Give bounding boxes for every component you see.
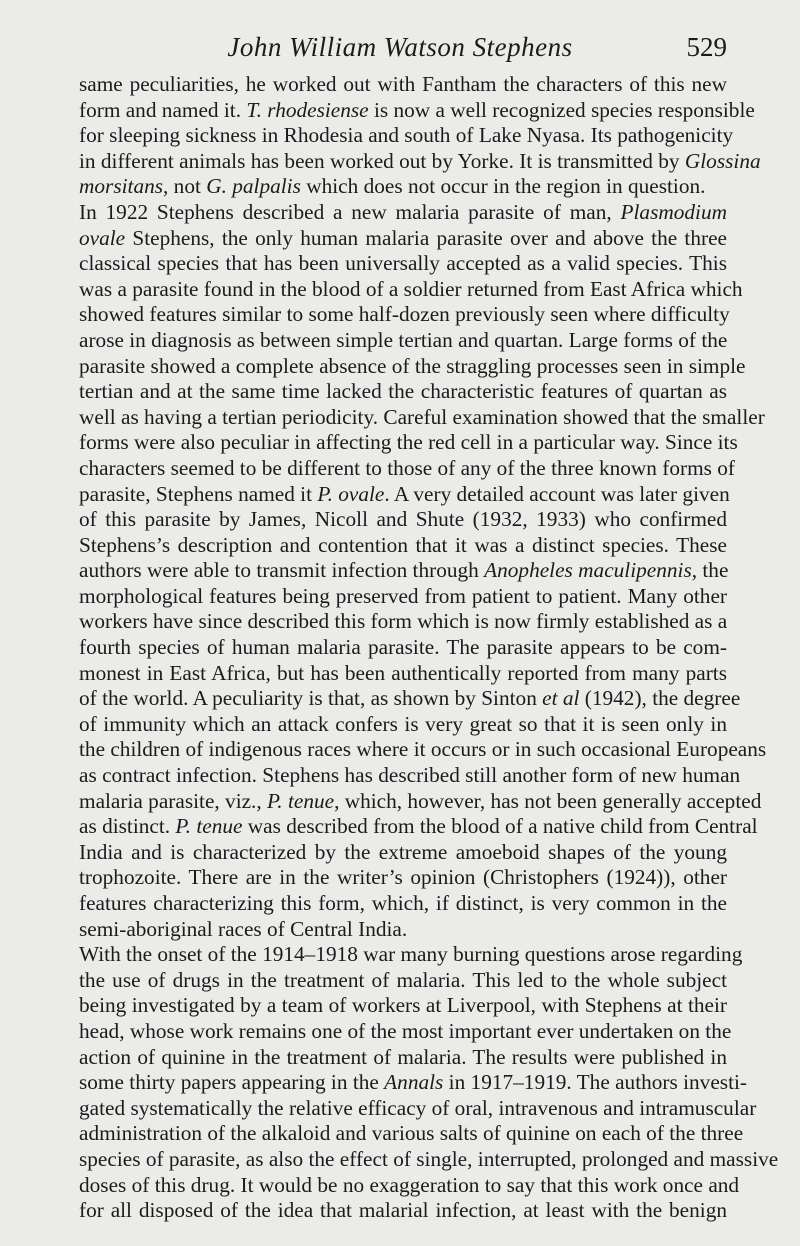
text-line <box>79 993 727 1019</box>
text-line <box>79 1146 779 1173</box>
text-segment: arose in diagnosis as between simple tertian and quartan. Large forms of the <box>79 327 728 352</box>
italic-text: P. ovale <box>317 481 385 506</box>
page-header <box>0 30 800 70</box>
italic-text: P. tenue <box>175 814 243 839</box>
text-segment: for sleeping sickness in Rhodesia and south of Lake Nyasa. Its pathogenicity <box>79 123 734 148</box>
text-line <box>79 328 727 354</box>
text-line <box>79 507 727 533</box>
text-segment: species of parasite, as also the effect of single, interrupted, prolonged and massive <box>79 1146 779 1171</box>
text-line <box>79 737 767 763</box>
text-line <box>79 788 762 815</box>
text-segment: same peculiarities, he worked out with Fantham the characters of this new <box>79 72 727 96</box>
text-line <box>79 1045 727 1071</box>
text-segment: With the onset of the 1914–1918 war many burning questions arose regarding <box>79 942 743 967</box>
text-segment: as contract infection. Stephens has described still another form of new human <box>79 763 741 788</box>
text-segment: of immunity which an attack confers is very great so that it is seen only in <box>79 711 727 736</box>
italic-text: Glossina <box>684 148 761 173</box>
text-segment: form and named it. <box>79 97 247 122</box>
italic-text: G. palpalis <box>206 174 301 199</box>
text-line <box>79 917 727 943</box>
italic-text: morsitans <box>79 174 164 199</box>
text-line <box>79 891 727 917</box>
italic-text: P. tenue <box>267 788 335 813</box>
text-segment: showed features similar to some half-dozen previously seen where difficulty <box>79 302 730 327</box>
text-segment: gated systematically the relative efficacy of oral, intravenous and intramuscular <box>79 1095 757 1120</box>
text-segment: in 1917–1919. The authors investi- <box>443 1070 747 1095</box>
text-segment: of this parasite by James, Nicoll and Shute (1932, 1933) who confirmed <box>79 507 727 532</box>
italic-text: Annals <box>384 1070 444 1095</box>
text-line <box>79 353 746 380</box>
text-line <box>79 609 727 635</box>
text-segment: , which, however, has not been generally accepted <box>334 788 762 813</box>
text-line <box>79 302 730 328</box>
text-line <box>79 1172 740 1199</box>
text-segment: morphological features being preserved from patient to patient. Many other <box>79 583 727 608</box>
body-text <box>79 72 779 1224</box>
text-segment: as distinct. <box>79 814 176 839</box>
text-line <box>79 865 727 891</box>
text-line <box>79 200 727 226</box>
text-segment: doses of this drug. It would be no exaggeration to say that this work once and <box>79 1172 740 1197</box>
text-line <box>79 276 743 303</box>
text-segment: was a parasite found in the blood of a soldier returned from East Africa which <box>79 276 743 301</box>
text-line <box>79 379 727 405</box>
text-line <box>79 430 738 456</box>
text-line <box>79 1121 744 1147</box>
text-segment: trophozoite. There are in the writer’s opinion (Christophers (1924)), other <box>79 865 727 890</box>
text-segment: which does not occur in the region in question. <box>300 174 706 199</box>
text-segment: (1942), the degree <box>579 686 741 711</box>
text-segment: , the <box>691 558 729 583</box>
text-segment: of the world. A peculiarity is that, as shown by Sinton <box>79 686 543 711</box>
text-segment: well as having a tertian periodicity. Careful examination showed that the smaller <box>79 404 765 429</box>
text-segment: some thirty papers appearing in the <box>79 1070 385 1095</box>
text-line <box>79 148 761 175</box>
text-segment: Stephens’s description and contention that it was a distinct species. These <box>79 532 727 557</box>
text-segment: authors were able to transmit infection through <box>79 558 485 583</box>
text-line <box>79 1070 747 1096</box>
text-segment: In 1922 Stephens described a new malaria parasite of man, <box>79 199 621 224</box>
text-segment: monest in East Africa, but has been authentically reported from many parts <box>79 660 727 685</box>
text-segment: semi-aboriginal races of Central India. <box>79 916 408 941</box>
text-segment: was described from the blood of a native child from Central <box>242 814 758 839</box>
text-segment: parasite showed a complete absence of the straggling processes seen in simple <box>79 353 746 378</box>
text-segment: , not <box>163 174 207 199</box>
text-line <box>79 123 734 149</box>
text-segment: features characterizing this form, which, if distinct, is very common in the <box>79 891 727 915</box>
text-segment: head, whose work remains one of the most important ever undertaken on the <box>79 1018 732 1043</box>
text-segment: administration of the alkaloid and various salts of quinine on each of the three <box>79 1121 744 1146</box>
text-line <box>79 226 727 252</box>
text-line <box>79 1018 732 1045</box>
italic-text: Anopheles maculipennis <box>484 558 692 583</box>
text-line <box>79 97 755 124</box>
text-line <box>79 712 727 738</box>
text-line <box>79 72 727 98</box>
text-line <box>79 174 727 200</box>
text-segment: forms were also peculiar in affecting the red cell in a particular way. Since its <box>79 430 738 455</box>
text-line <box>79 533 727 559</box>
text-line <box>79 455 736 482</box>
text-segment: parasite, Stephens named it <box>79 481 318 506</box>
text-segment: action of quinine in the treatment of malaria. The results were published in <box>79 1044 727 1069</box>
italic-text: et al <box>542 686 580 711</box>
italic-text: Plasmodium <box>620 199 727 224</box>
text-line <box>79 251 727 277</box>
text-segment: India and is characterized by the extreme amoeboid shapes of the young <box>79 839 727 864</box>
text-line <box>79 968 727 994</box>
text-line <box>79 814 758 840</box>
text-segment: workers have since described this form which is now firmly established as a <box>79 609 728 634</box>
text-segment: . A very detailed account was later given <box>384 481 730 506</box>
text-line <box>79 686 741 712</box>
text-segment: characters seemed to be different to those of any of the three known forms of <box>79 455 736 480</box>
text-line <box>79 481 730 508</box>
page-number: 529 <box>686 32 727 62</box>
text-segment: being investigated by a team of workers at Liverpool, with Stephens at their <box>79 993 727 1018</box>
text-segment: malaria parasite, viz., <box>79 788 268 813</box>
italic-text: ovale <box>79 225 126 250</box>
text-segment: tertian and at the same time lacked the characteristic features of quartan as <box>79 379 727 404</box>
text-line <box>79 635 727 661</box>
text-line <box>79 404 765 431</box>
text-segment: Stephens, the only human malaria parasite over and above the three <box>125 225 727 250</box>
text-segment: for all disposed of the idea that malarial infection, at least with the benign <box>79 1198 727 1223</box>
text-line <box>79 1095 757 1122</box>
text-segment: in different animals has been worked out by Yorke. It is transmitted by <box>79 148 685 173</box>
text-line <box>79 840 727 866</box>
text-line <box>79 558 727 584</box>
running-title: John William Watson Stephens <box>227 32 573 62</box>
text-segment: the use of drugs in the treatment of malaria. This led to the whole subject <box>79 967 727 992</box>
text-segment: fourth species of human malaria parasite. The parasite appears to be com- <box>79 635 727 660</box>
text-line <box>79 584 727 610</box>
text-line <box>79 661 727 687</box>
text-segment: classical species that has been universally accepted as a valid species. This <box>79 251 727 276</box>
italic-text: T. rhodesiense <box>246 97 369 122</box>
text-line <box>79 942 743 968</box>
text-segment: the children of indigenous races where it occurs or in such occasional Europeans <box>79 737 767 762</box>
text-line <box>79 1198 727 1224</box>
text-line <box>79 763 741 789</box>
text-segment: is now a well recognized species responsible <box>368 97 755 122</box>
